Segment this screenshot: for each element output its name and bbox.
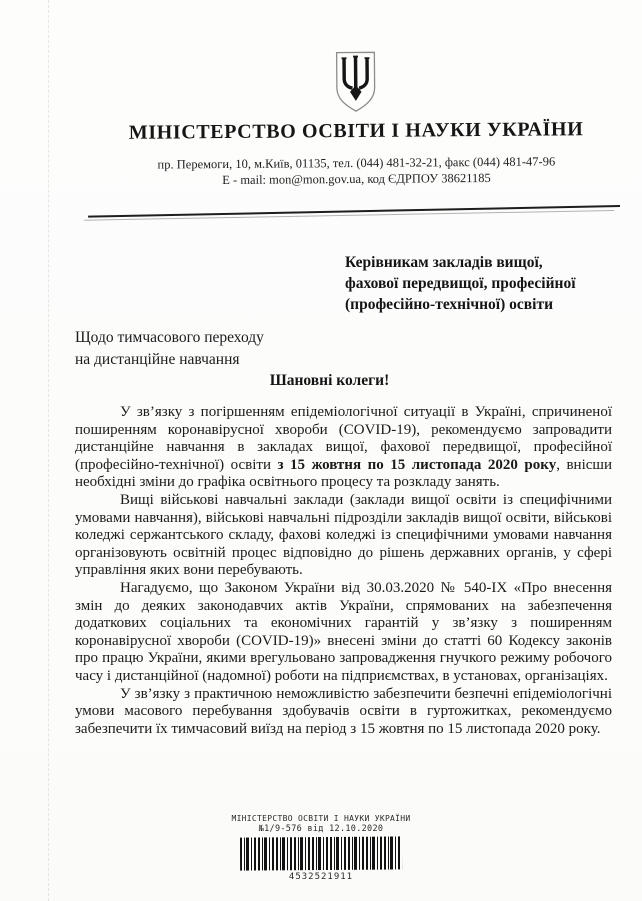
letterhead-contacts [70,154,642,189]
address-line: пр. Перемоги, 10, м.Київ, 01135, тел. (044) 481-32-21, факс (044) 481-47-96 [157,154,556,172]
recipient-line: Керівникам закладів вищої, [345,254,543,271]
email-edrpou-line: E - mail: mon@mon.gov.ua, код ЄДРПОУ 38621185 [222,170,491,187]
letterhead [69,48,642,189]
paragraph-1-bold-dates: з 15 жовтня по 15 листопада 2020 року [277,456,557,473]
salutation: Шановні колеги! [269,372,390,389]
recipient-line: (професійно-технічної) освіти [345,296,554,313]
barcode [240,836,402,870]
registration-stamp [0,814,642,883]
stamp-number-line: №1/9-576 від 12.10.2020 [258,824,384,834]
paragraph-3: Нагадуємо, що Законом України від 30.03.2020 № 540-IX «Про внесення змін до деяких законодавчих актів України, спрямованих на забезпечення додаткових соціальних та економічних гарантій у зв’язку з поширенням коронавірусної хвороби (COVID-19)» внесені зміни до статті 60 Кодексу законів про працю України, якими врегульовано запровадження гнучкого режиму робочого часу і дистанційної (надомної) роботи на підприємствах, в установах, організаціях. [75,579,612,684]
paragraph-4: У зв’язку з практичною неможливістю забезпечити безпечні епідеміологічні умови масового перебування здобувачів освіти в гуртожитках, рекомендуємо забезпечити їх тимчасовий виїзд на період з 15 жовтня по 15 листопада 2020 року. [75,685,612,737]
ukraine-trident-emblem-icon [327,50,384,114]
barcode-number: 4532521911 [288,872,354,882]
subject-block [75,327,264,371]
paragraph-1 [75,404,612,492]
paragraph-1-text: , внісши необхідні зміни до графіка освітнього процесу та розкладу занять. [75,456,612,491]
subject-line: Щодо тимчасового переходу [75,329,264,346]
scan-fold-artifact [48,0,49,901]
stamp-org-line: МІНІСТЕРСТВО ОСВІТИ І НАУКИ УКРАЇНИ [231,814,411,823]
paragraph-1-text: У зв’язку з погіршенням епідеміологічної ситуації в Україні, спричиненої поширенням коронавірусної хвороби (COVID-19), рекомендуємо запровадити дистанційне навчання в закладах вищої, фахової передвищої, професійної (професійно-технічної) освіти [75,404,612,473]
letter-body [75,404,612,738]
subject-line: на дистанційне навчання [75,351,240,368]
recipient-line: фахової передвищої, професійної [345,275,576,292]
recipient-block [345,252,576,315]
paragraph-2: Вищі військові навчальні заклади (заклади вищої освіти із специфічними умовами навчання), військові навчальні підрозділи закладів вищої освіти, військові коледжі сержантського складу, фахові коледжі із специфічними умовами навчання організовують освітній процес відповідно до рішень державних органів, у сфері управління яких вони перебувають. [75,491,612,579]
ministry-title: МІНІСТЕРСТВО ОСВІТИ І НАУКИ УКРАЇНИ [128,118,584,144]
